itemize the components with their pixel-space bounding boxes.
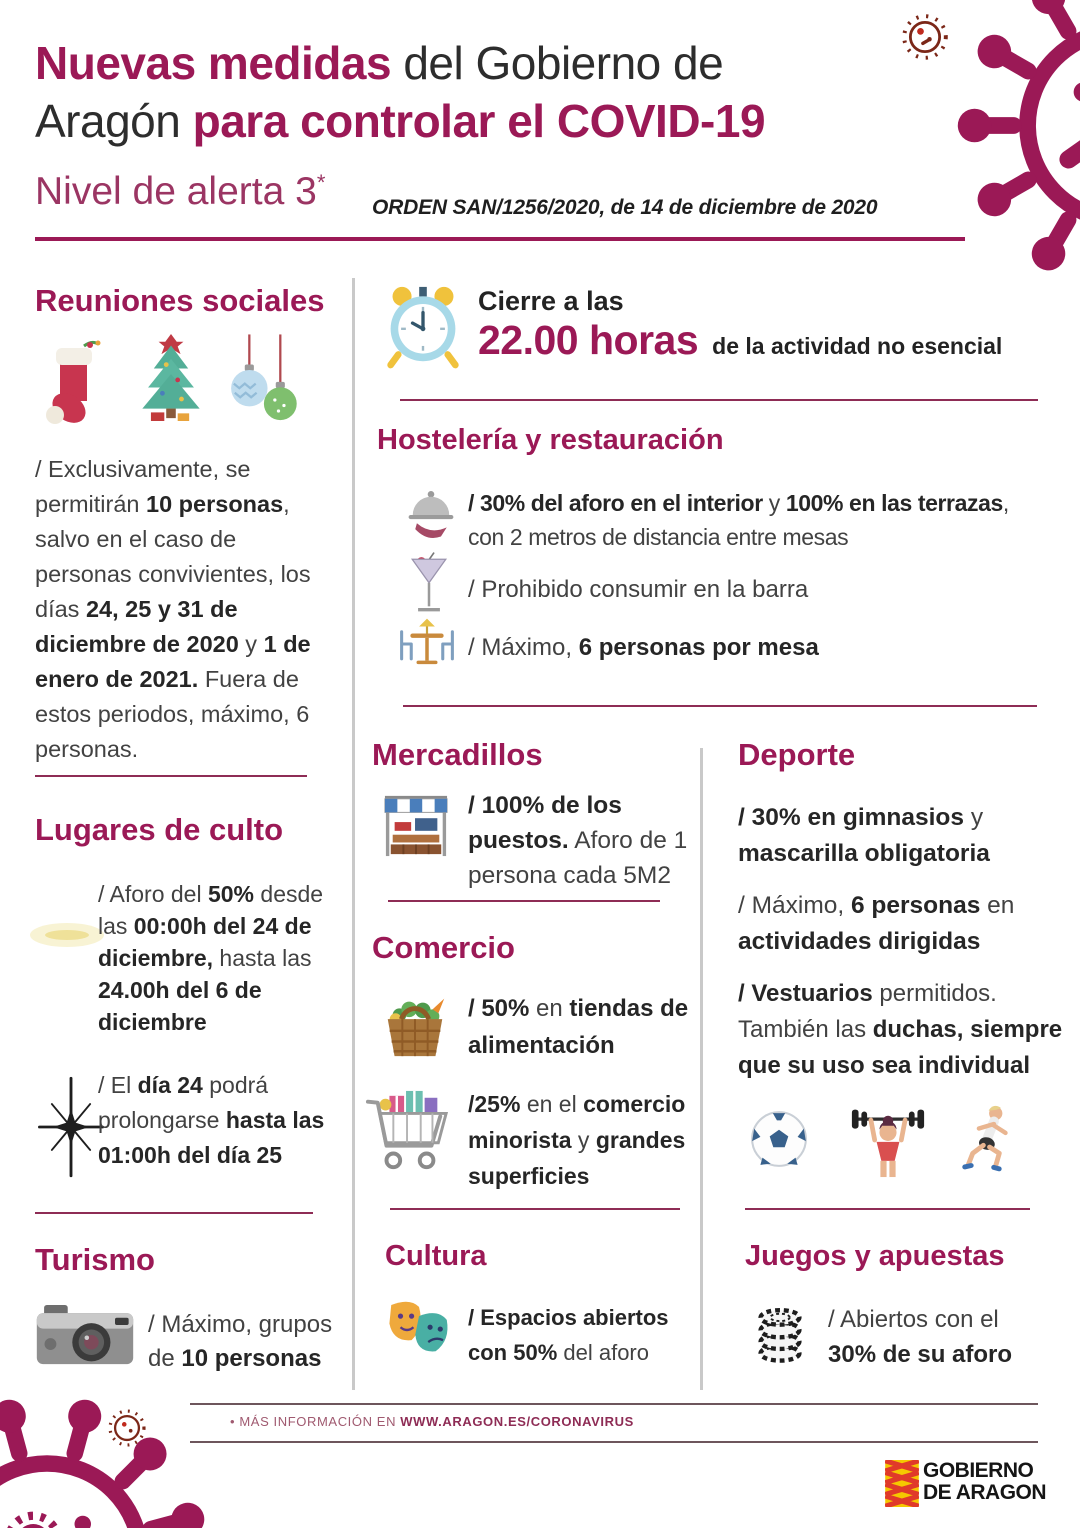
- poker-chips-icon: [752, 1298, 808, 1364]
- order-reference: ORDEN SAN/1256/2020, de 14 de diciembre de 2020: [372, 196, 878, 219]
- christmas-stocking-icon: [40, 336, 112, 428]
- section-title-turismo: Turismo: [35, 1242, 155, 1277]
- soccer-ball-icon: [748, 1108, 810, 1170]
- closure-suffix: de la actividad no esencial: [712, 333, 1003, 359]
- section-title-hosteleria: Hostelería y restauración: [377, 424, 724, 456]
- logo-text: [923, 1460, 1046, 1504]
- market-stall-icon: [383, 792, 449, 858]
- cultura-item: / Espacios abiertos con 50% del aforo: [468, 1305, 669, 1365]
- food-basket-icon: [378, 986, 452, 1062]
- deporte-item-gimnasios: / 30% en gimnasios y mascarilla obligatoria: [738, 804, 990, 867]
- culto-item-aforo: / Aforo del 50% desde las 00:00h del 24 de diciembre, hasta las 24.00h del 6 de diciembre: [98, 881, 324, 1035]
- comercio-item-minorista: /25% en el comercio minorista y grandes superficies: [468, 1091, 686, 1189]
- weightlifter-icon: [850, 1100, 926, 1180]
- christmas-baubles-icon: [222, 330, 304, 430]
- aragon-government-logo: [885, 1460, 1046, 1507]
- logo-line1: GOBIERNO: [923, 1459, 1034, 1482]
- deporte-item-actividades: / Máximo, 6 personas en actividades dirigidas: [738, 892, 1015, 955]
- alert-asterisk: *: [316, 170, 326, 195]
- hosteleria-item-mesa: / Máximo, 6 personas por mesa: [468, 634, 819, 661]
- column-divider-left: [352, 278, 355, 1390]
- hosteleria-item-aforo: / 30% del aforo en el interior y 100% en las terrazas, con 2 metros de distancia entre mesas: [468, 490, 1009, 550]
- section-divider: [388, 900, 660, 902]
- section-divider: [403, 705, 1037, 707]
- logo-line2: DE ARAGON: [923, 1481, 1047, 1504]
- footer-bullet: •: [230, 1414, 236, 1429]
- table-chairs-icon: [392, 616, 462, 672]
- section-title-cultura: Cultura: [385, 1240, 487, 1272]
- comercio-item-alimentacion: / 50% en tiendas de alimentación: [468, 995, 689, 1059]
- footer-info-prefix: MÁS INFORMACIÓN EN: [239, 1414, 401, 1429]
- virus-small-top-icon: [898, 10, 952, 64]
- runner-icon: [955, 1100, 1017, 1180]
- alert-level: Nivel de alerta 3*: [35, 170, 326, 213]
- christmas-tree-icon: [128, 328, 214, 428]
- section-title-comercio: Comercio: [372, 930, 515, 965]
- section-divider: [745, 1208, 1030, 1210]
- closure-banner: [478, 286, 1002, 364]
- mercadillos-item: / 100% de los puestos. Aforo de 1 persona cada 5M2: [468, 792, 688, 889]
- alarm-clock-icon: [383, 280, 463, 370]
- shopping-cart-icon: [364, 1086, 452, 1178]
- footer-info-url: WWW.ARAGON.ES/CORONAVIRUS: [400, 1414, 634, 1429]
- reuniones-paragraph: / Exclusivamente, se permitirán 10 personas, salvo en el caso de personas convivientes, los días 24, 25 y 31 de diciembre de 2020 y 1 de enero de 2021. Fuera de estos periodos, máximo, 6 personas.: [35, 456, 311, 762]
- section-title-culto: Lugares de culto: [35, 812, 284, 847]
- footer-divider-top: [190, 1403, 1038, 1405]
- footer-divider-bottom: [190, 1441, 1038, 1443]
- aragon-flag-icon: [885, 1460, 919, 1507]
- candle-glow-icon: [28, 905, 106, 965]
- virus-small-bottom-icon: [105, 1406, 149, 1450]
- deporte-item-vestuarios: / Vestuarios permitidos. También las duchas, siempre que su uso sea individual: [738, 980, 1063, 1079]
- section-divider: [400, 399, 1038, 401]
- theater-masks-icon: [382, 1295, 456, 1365]
- serving-dish-icon: [402, 485, 460, 545]
- section-divider: [390, 1208, 680, 1210]
- page-title: Nuevas medidas del Gobierno de Aragón para controlar el COVID-19: [35, 37, 766, 147]
- section-title-mercadillos: Mercadillos: [372, 737, 543, 772]
- closure-prefix: Cierre a las: [478, 286, 624, 316]
- camera-icon: [35, 1302, 135, 1368]
- section-title-deporte: Deporte: [738, 737, 856, 772]
- juegos-item: / Abiertos con el 30% de su aforo: [828, 1306, 1013, 1368]
- hosteleria-item-barra: / Prohibido consumir en la barra: [468, 576, 809, 603]
- closure-time: 22.00 horas: [478, 317, 699, 363]
- section-divider: [35, 775, 307, 777]
- section-divider: [35, 1212, 313, 1214]
- turismo-item: / Máximo, grupos de 10 personas: [148, 1311, 333, 1372]
- section-title-juegos: Juegos y apuestas: [745, 1240, 1005, 1272]
- culto-item-dia24: / El día 24 podrá prolongarse hasta las 01:00h del día 25: [98, 1072, 325, 1168]
- header-divider: [35, 237, 965, 241]
- cocktail-glass-icon: [408, 548, 450, 626]
- footer-info-line: [230, 1414, 634, 1429]
- section-title-reuniones: Reuniones sociales: [35, 283, 325, 318]
- column-divider-right: [700, 748, 703, 1390]
- virus-large-top-icon: [955, 0, 1080, 293]
